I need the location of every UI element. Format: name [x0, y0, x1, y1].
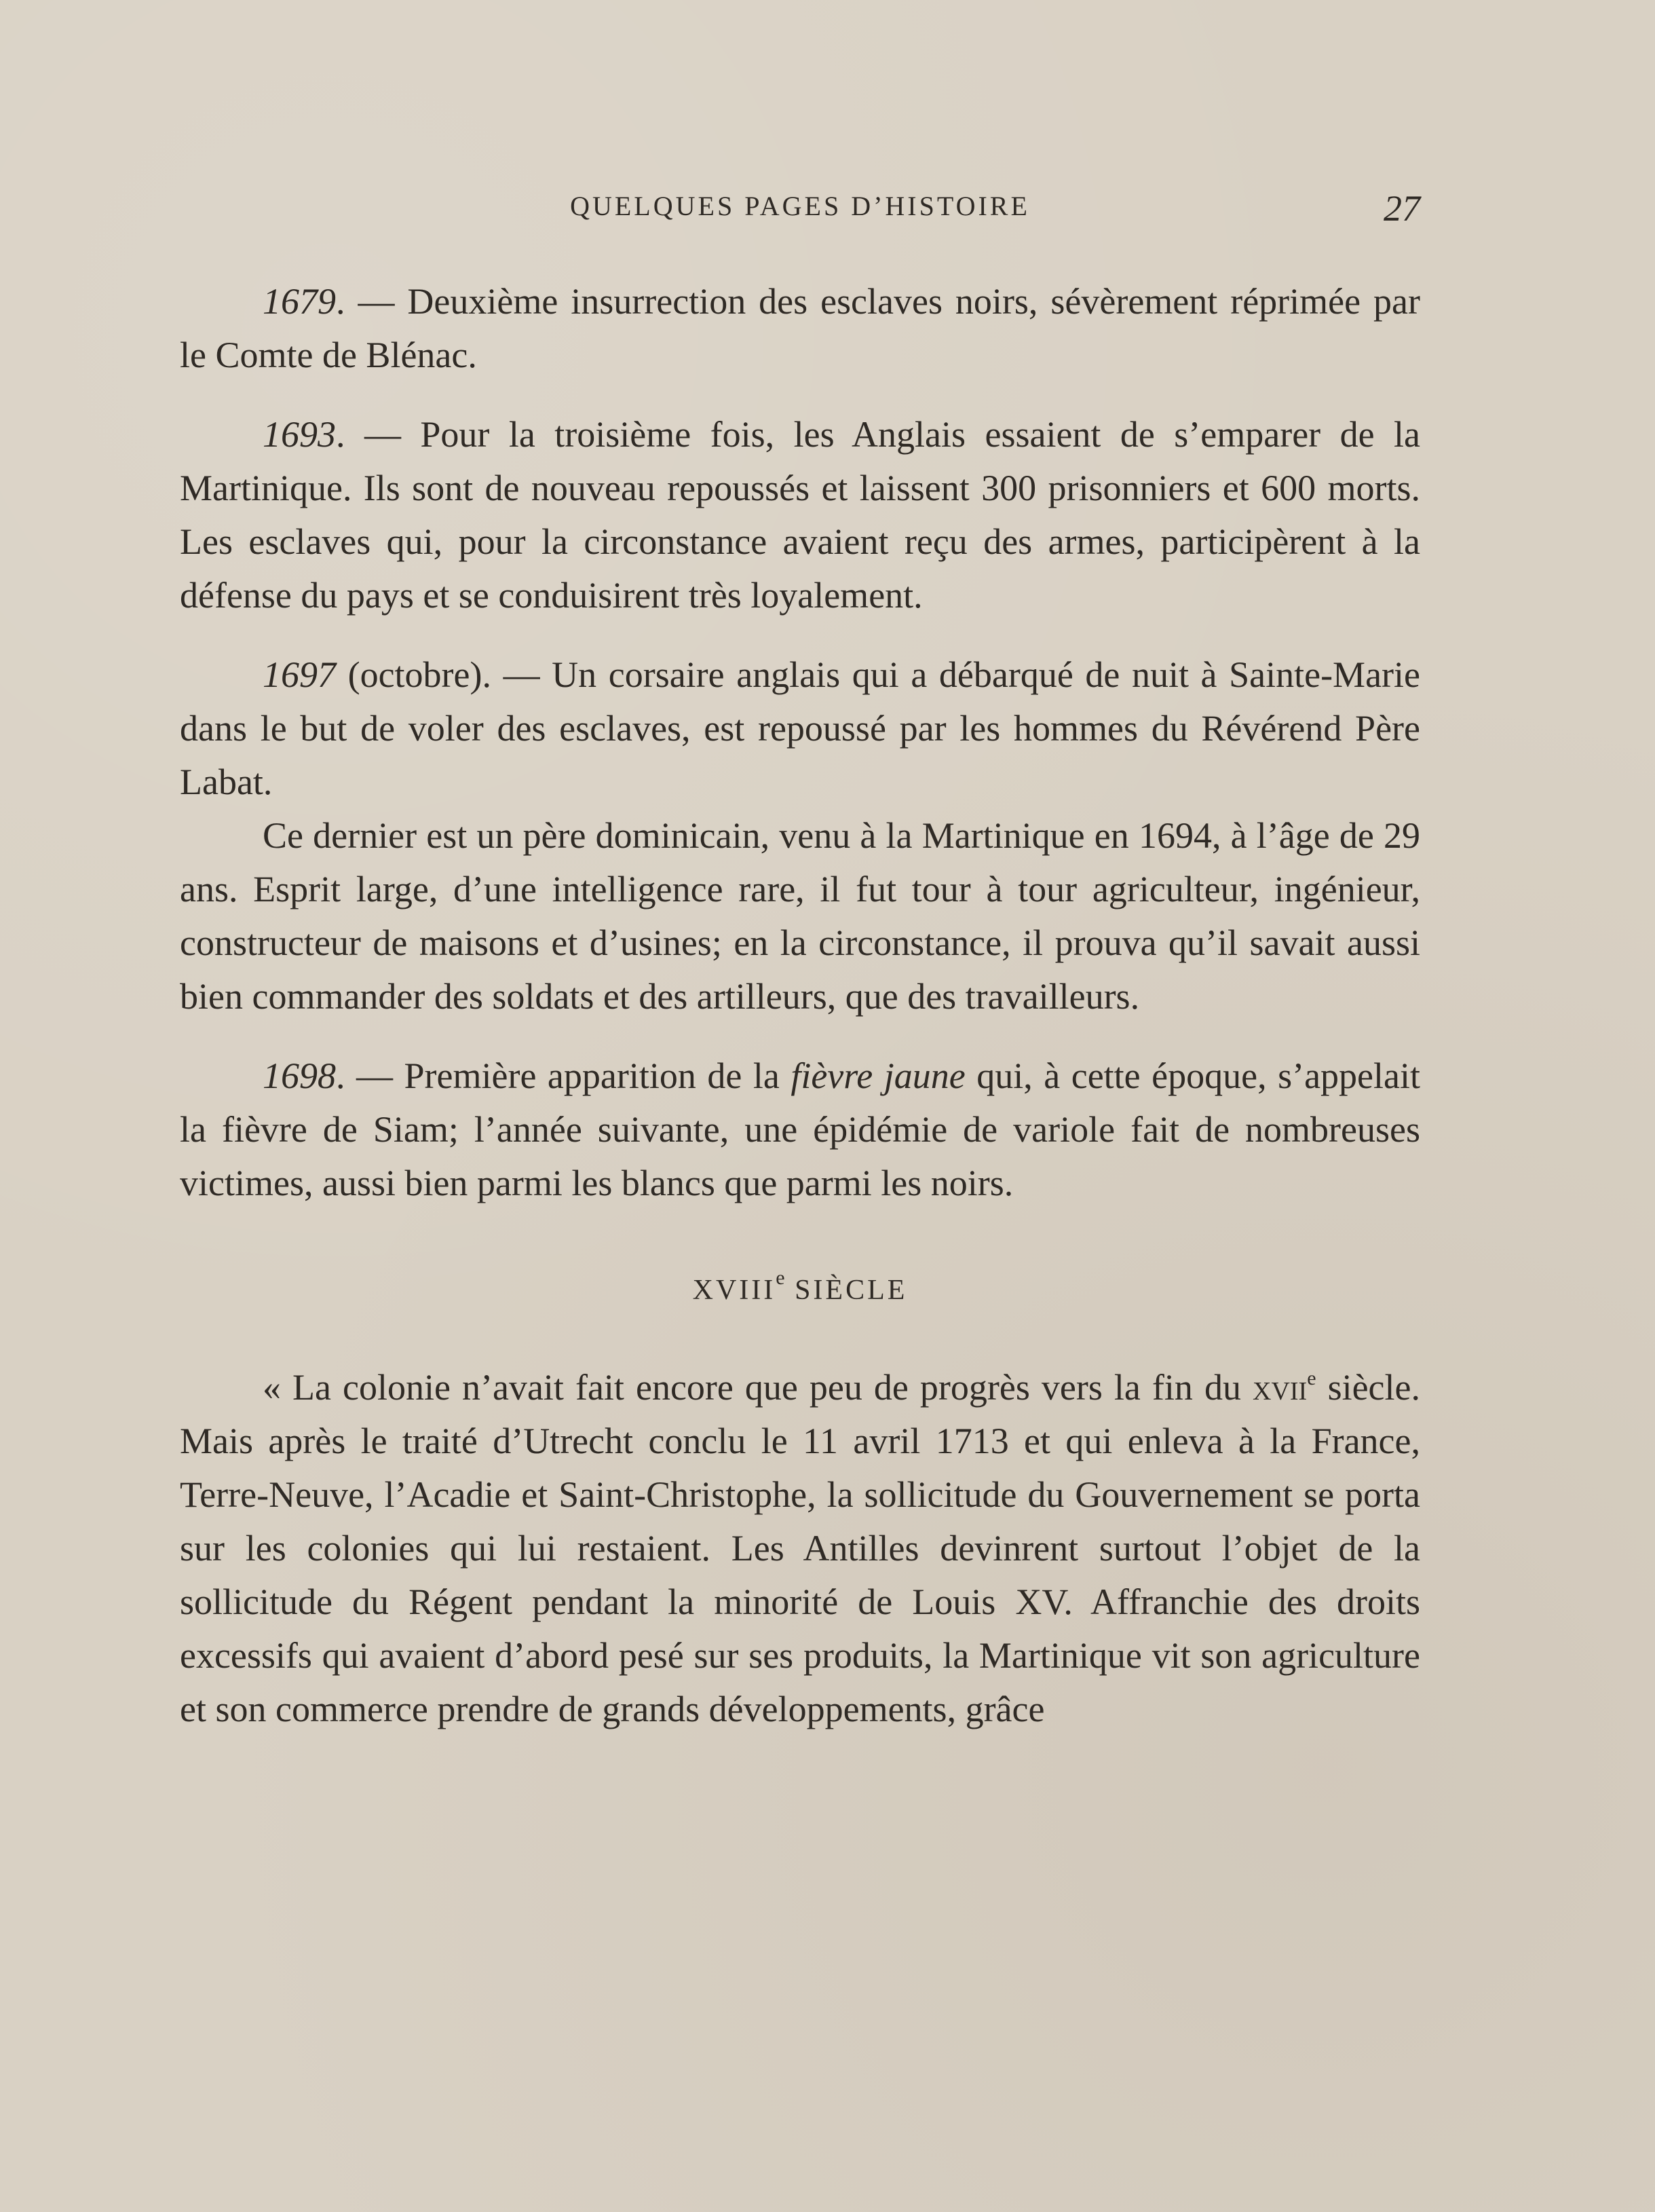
running-head: QUELQUES PAGES D’HISTOIRE	[570, 191, 1030, 221]
page-header	[180, 190, 1420, 238]
italic-term: fièvre jaune	[791, 1055, 966, 1096]
entry-text: qui, à cette époque, s’appelait la fièvre de Siam; l’année suivante, une épidémie de variole fait de nombreuses victimes, aussi bien parmi les blancs que parmi les noirs.	[180, 1055, 1420, 1203]
entry-text: . — Deuxième insurrection des esclaves noirs, sévèrement réprimée par le Comte de Blénac.	[180, 281, 1420, 375]
entry-text: . — Première apparition de la	[336, 1055, 791, 1096]
year: 1693	[263, 414, 336, 455]
quote-text: siècle. Mais après le traité d’Utrecht conclu le 11 avril 1713 et qui enleva à la France, Terre-Neuve, l’Acadie et Saint-Christophe, la sollicitude du Gouvernement se porta sur les colonies qui lui restaient. Les Antilles devinrent surtout l’objet de la sollicitude du Régent pendant la minorité de Louis XV. Affranchie des droits excessifs qui avaient d’abord pesé sur ses produits, la Martinique vit son agriculture et son commerce prendre de grands développements, grâce	[180, 1367, 1420, 1729]
entry-1693	[180, 408, 1420, 622]
century-roman: xvii	[1253, 1367, 1308, 1408]
page-number: 27	[1384, 188, 1420, 229]
year: 1697	[263, 654, 336, 695]
entry-1697	[180, 648, 1420, 809]
section-sup: e	[776, 1267, 785, 1289]
paragraph-labat: Ce dernier est un père dominicain, venu à la Martinique en 1694, à l’âge de 29 ans. Esprit large, d’une intelligence rare, il fut tour à tour agriculteur, ingénieur, constructeur de maisons et d’usines; en la circonstance, il prouva qu’il savait aussi bien commander des soldats et des artilleurs, que des travailleurs.	[180, 815, 1420, 1017]
section-word: SIÈCLE	[795, 1275, 908, 1306]
quote-paragraph	[180, 1351, 1420, 1736]
entry-text: . — Pour la troisième fois, les Anglais essaient de s’emparer de la Martinique. Ils sont de nouveau repoussés et laissent 300 prisonniers et 600 morts. Les esclaves qui, pour la circonstance avaient reçu des armes, participèrent à la défense du pays et se conduisirent très loyalement.	[180, 414, 1420, 616]
year: 1679	[263, 281, 336, 322]
section-roman: XVIII	[692, 1275, 776, 1306]
entry-1679	[180, 275, 1420, 382]
century-sup: e	[1307, 1367, 1316, 1389]
section-heading	[180, 1258, 1420, 1306]
quote-text: « La colonie n’avait fait encore que peu de progrès vers la fin du	[263, 1367, 1253, 1408]
year: 1698	[263, 1055, 336, 1096]
body-text	[180, 275, 1420, 1736]
entry-1698	[180, 1049, 1420, 1210]
entry-text: (octobre). — Un corsaire anglais qui a débarqué de nuit à Sainte-Marie dans le but de voler des esclaves, est repoussé par les hommes du Révérend Père Labat.	[180, 654, 1420, 802]
